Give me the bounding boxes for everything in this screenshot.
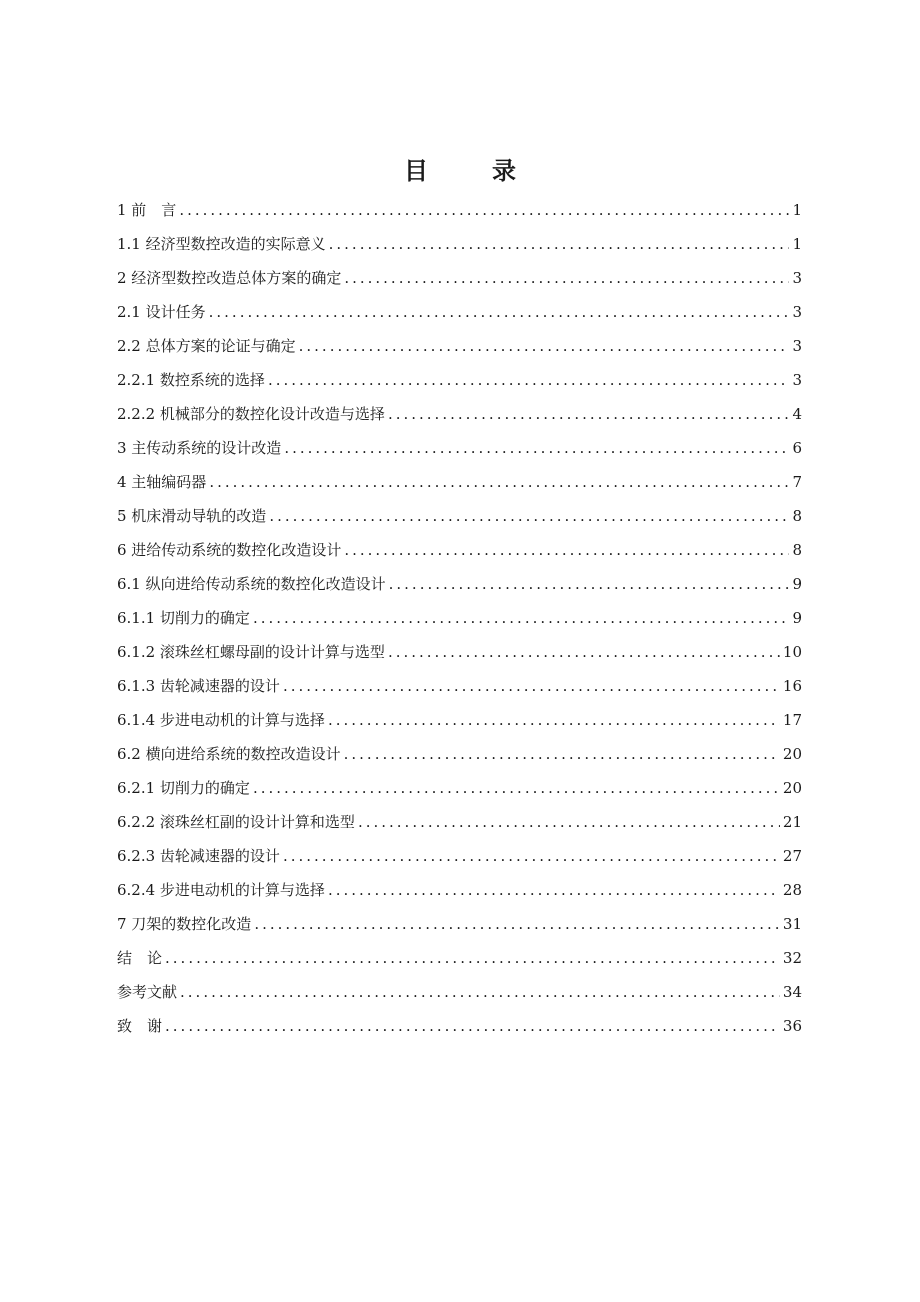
toc-dot-leader — [358, 805, 780, 839]
toc-entry — [117, 397, 802, 431]
toc-entry-page-number: 32 — [782, 949, 802, 967]
toc-dot-leader — [283, 669, 780, 703]
page-title: 目 录 — [404, 156, 536, 185]
toc-dot-leader — [254, 907, 780, 941]
toc-dot-leader — [268, 363, 790, 397]
toc-entry-page-number: 34 — [782, 983, 802, 1001]
toc-entry-page-number: 3 — [792, 337, 802, 355]
toc-entry-label: 6.2.3 齿轮减速器的设计 — [117, 847, 280, 865]
toc-entry-page-number: 20 — [782, 745, 802, 763]
toc-entry-label: 2.2.2 机械部分的数控化设计改造与选择 — [117, 405, 385, 423]
toc-dot-leader — [328, 703, 780, 737]
toc-entry — [117, 329, 802, 363]
toc-entry-label: 6.1.4 步进电动机的计算与选择 — [117, 711, 325, 729]
toc-entry-label: 1.1 经济型数控改造的实际意义 — [117, 235, 326, 253]
toc-entry-label: 6.2.1 切削力的确定 — [117, 779, 250, 797]
toc-entry-label: 6.2 横向进给系统的数控改造设计 — [117, 745, 341, 763]
toc-dot-leader — [209, 295, 790, 329]
toc-entry-label: 2.1 设计任务 — [117, 303, 206, 321]
toc-entry — [117, 499, 802, 533]
toc-entry-page-number: 20 — [782, 779, 802, 797]
toc-entry-label: 6 进给传动系统的数控化改造设计 — [117, 541, 342, 559]
toc-entry — [117, 363, 802, 397]
toc-entry — [117, 737, 802, 771]
toc-entry-page-number: 3 — [792, 371, 802, 389]
toc-dot-leader — [253, 601, 790, 635]
toc-entry-label: 6.1 纵向进给传动系统的数控化改造设计 — [117, 575, 386, 593]
toc-entry — [117, 431, 802, 465]
toc-entry-page-number: 9 — [792, 575, 802, 593]
toc-dot-leader — [299, 329, 790, 363]
toc-dot-leader — [165, 1009, 780, 1043]
toc-entry — [117, 261, 802, 295]
toc-entry — [117, 941, 802, 975]
toc-entry — [117, 227, 802, 261]
toc-entry-page-number: 3 — [792, 303, 802, 321]
toc-dot-leader — [388, 635, 780, 669]
toc-entry-label: 7 刀架的数控化改造 — [117, 915, 252, 933]
toc-entry-label: 2.2 总体方案的论证与确定 — [117, 337, 296, 355]
toc-entry-label: 6.2.4 步进电动机的计算与选择 — [117, 881, 325, 899]
toc-dot-leader — [284, 431, 789, 465]
toc-entry-page-number: 3 — [792, 269, 802, 287]
toc-dot-leader — [283, 839, 780, 873]
toc-dot-leader — [344, 533, 789, 567]
toc-entry-label: 参考文献 — [117, 983, 178, 1001]
toc-dot-leader — [389, 567, 790, 601]
toc-entry-label: 2.2.1 数控系统的选择 — [117, 371, 265, 389]
toc-entry-label: 6.2.2 滚珠丝杠副的设计计算和选型 — [117, 813, 355, 831]
toc-entry — [117, 975, 802, 1009]
toc-dot-leader — [344, 261, 789, 295]
toc-dot-leader — [344, 737, 780, 771]
toc-entry-label: 6.1.1 切削力的确定 — [117, 609, 250, 627]
toc-entry-label: 2 经济型数控改造总体方案的确定 — [117, 269, 342, 287]
toc-entry-label: 4 主轴编码器 — [117, 473, 207, 491]
toc-entry — [117, 193, 802, 227]
toc-entry — [117, 839, 802, 873]
toc-entry-page-number: 36 — [782, 1017, 802, 1035]
toc-entry-page-number: 28 — [782, 881, 802, 899]
toc-entry — [117, 295, 802, 329]
toc-entry-page-number: 1 — [792, 235, 802, 253]
toc-dot-leader — [165, 941, 780, 975]
toc-entry — [117, 601, 802, 635]
toc-entry-page-number: 27 — [782, 847, 802, 865]
toc-entry-label: 3 主传动系统的设计改造 — [117, 439, 282, 457]
toc-dot-leader — [179, 193, 789, 227]
toc-entry — [117, 873, 802, 907]
toc-entry — [117, 669, 802, 703]
toc-entry-label: 5 机床滑动导轨的改造 — [117, 507, 267, 525]
toc-entry-label: 致 谢 — [117, 1017, 163, 1035]
toc-entry-page-number: 16 — [782, 677, 802, 695]
toc-entry-label: 6.1.3 齿轮减速器的设计 — [117, 677, 280, 695]
toc-entry — [117, 635, 802, 669]
toc-entry-page-number: 31 — [782, 915, 802, 933]
toc-dot-leader — [328, 873, 780, 907]
table-of-contents — [117, 193, 802, 1043]
toc-entry — [117, 805, 802, 839]
toc-entry-page-number: 1 — [792, 201, 802, 219]
toc-entry-page-number: 7 — [792, 473, 802, 491]
toc-entry-page-number: 8 — [792, 507, 802, 525]
toc-entry — [117, 703, 802, 737]
toc-entry-page-number: 21 — [782, 813, 802, 831]
toc-entry — [117, 907, 802, 941]
toc-entry-page-number: 8 — [792, 541, 802, 559]
toc-entry — [117, 1009, 802, 1043]
toc-entry — [117, 567, 802, 601]
toc-entry-page-number: 9 — [792, 609, 802, 627]
toc-dot-leader — [180, 975, 780, 1009]
toc-entry-page-number: 4 — [792, 405, 802, 423]
toc-entry — [117, 533, 802, 567]
toc-dot-leader — [269, 499, 789, 533]
toc-entry-page-number: 17 — [782, 711, 802, 729]
toc-dot-leader — [253, 771, 780, 805]
toc-entry-label: 6.1.2 滚珠丝杠螺母副的设计计算与选型 — [117, 643, 385, 661]
toc-entry-page-number: 6 — [792, 439, 802, 457]
toc-entry-page-number: 10 — [782, 643, 802, 661]
toc-entry-label: 1 前 言 — [117, 201, 177, 219]
toc-dot-leader — [329, 227, 790, 261]
toc-entry-label: 结 论 — [117, 949, 163, 967]
toc-dot-leader — [209, 465, 789, 499]
toc-entry — [117, 465, 802, 499]
toc-dot-leader — [388, 397, 790, 431]
toc-entry — [117, 771, 802, 805]
